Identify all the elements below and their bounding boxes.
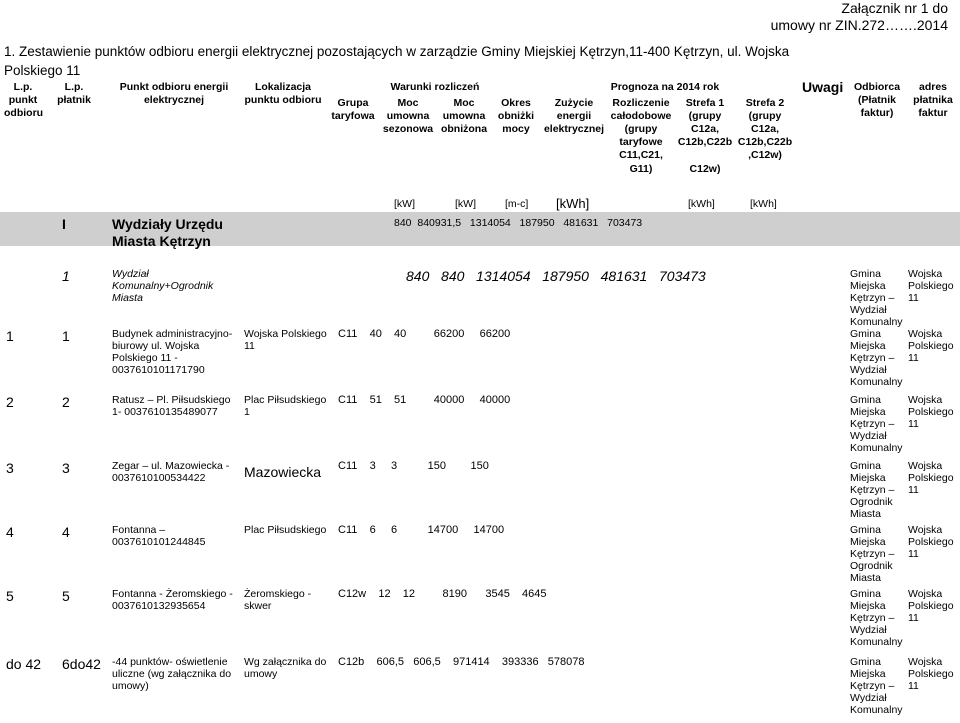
row-values: C11 40 40 66200 66200 xyxy=(338,328,511,340)
row-point: Fontanna – 0037610101244845 xyxy=(112,524,206,548)
header-allday-tail: G11) xyxy=(629,163,653,175)
row-point: Ratusz – Pl. Piłsudskiego 1- 0037610135489077 xyxy=(112,394,231,418)
row-address: Wojska Polskiego 11 xyxy=(908,656,954,692)
row-location: Wg załącznika do umowy xyxy=(244,656,327,680)
group-address: Wojska Polskiego 11 xyxy=(908,268,954,304)
title-line-2: Polskiego 11 xyxy=(4,63,81,78)
row-lp-payer: 5 xyxy=(62,588,70,604)
header-allday: Rozliczenie całodobowe (grupy taryfowe C11,C21, xyxy=(610,97,672,161)
unit-months: [m-c] xyxy=(505,198,529,210)
section-number: I xyxy=(62,216,66,232)
row-location: Wojska Polskiego 11 xyxy=(244,328,327,352)
header-power-reduced: Moc umowna obniżona xyxy=(440,97,488,135)
row-recipient: Gmina Miejska Kętrzyn – Wydział Komunalny xyxy=(850,588,903,648)
group-recipient: Gmina Miejska Kętrzyn – Wydział Komunalny xyxy=(850,268,903,328)
row-lp-point: 4 xyxy=(6,524,14,540)
header-recipient: Odbiorca (Płatnik faktur) xyxy=(853,81,901,119)
header-zone1-tail: C12w) xyxy=(689,163,721,175)
row-lp-point: 5 xyxy=(6,588,14,604)
row-values: C11 3 3 150 150 xyxy=(338,460,489,472)
row-lp-point: do 42 xyxy=(6,656,42,672)
row-lp-payer: 6do42 xyxy=(62,656,101,672)
row-values: C12w 12 12 8190 3545 4645 xyxy=(338,588,547,600)
row-recipient: Gmina Miejska Kętrzyn – Ogrodnik Miasta xyxy=(850,460,895,520)
unit-kwh-zone1: [kWh] xyxy=(688,198,715,210)
group-name: Wydział Komunalny+Ogrodnik Miasta xyxy=(112,268,214,304)
row-point: Zegar – ul. Mazowiecka - 0037610100534422 xyxy=(112,460,230,484)
unit-kw-reduced: [kW] xyxy=(455,198,476,210)
header-lp-payer: L.p. płatnik xyxy=(57,81,91,106)
unit-kwh-consumption: [kWh] xyxy=(556,196,590,211)
row-location: Mazowiecka xyxy=(244,464,322,480)
header-address: adres płatnika faktur xyxy=(913,81,953,119)
header-power-seasonal: Moc umowna sezonowa xyxy=(382,97,434,135)
row-address: Wojska Polskiego 11 xyxy=(908,328,954,364)
attachment-line-1: Załącznik nr 1 do xyxy=(841,0,948,16)
row-lp-point: 2 xyxy=(6,394,14,410)
row-point: Fontanna - Żeromskiego - 0037610132935654 xyxy=(112,588,233,612)
row-lp-point: 3 xyxy=(6,460,14,476)
row-lp-payer: 2 xyxy=(62,394,70,410)
row-location: Żeromskiego - skwer xyxy=(244,588,312,612)
row-point: Budynek administracyjno-biurowy ul. Wojska Polskiego 11 - 0037610101171790 xyxy=(112,328,233,376)
row-values: C12b 606,5 606,5 971414 393336 578078 xyxy=(338,656,585,668)
row-address: Wojska Polskiego 11 xyxy=(908,460,954,496)
title-line-1: 1. Zestawienie punktów odbioru energii elektrycznej pozostających w zarządzie Gminy Miejskiej Kętrzyn,11-400 Kętrzyn, ul. Wojska xyxy=(4,44,790,59)
attachment-line-2: umowy nr ZIN.272…….2014 xyxy=(770,17,948,33)
row-lp-payer: 1 xyxy=(62,328,70,344)
unit-kwh-zone2: [kWh] xyxy=(750,198,777,210)
header-zone2: Strefa 2 (grupy C12a, C12b,C22b ,C12w) xyxy=(737,97,793,161)
header-remarks: Uwagi xyxy=(802,79,844,95)
row-recipient: Gmina Miejska Kętrzyn – Wydział Komunalny xyxy=(850,394,903,454)
row-location: Plac Piłsudskiego 1 xyxy=(244,394,327,418)
header-lp-point: L.p. punkt odbioru xyxy=(4,81,44,119)
header-settlement: Warunki rozliczeń xyxy=(390,81,480,93)
header-point: Punkt odbioru energii elektrycznej xyxy=(119,81,229,106)
row-recipient: Gmina Miejska Kętrzyn – Ogrodnik Miasta xyxy=(850,524,895,584)
document-title xyxy=(4,42,789,80)
group-number: 1 xyxy=(62,268,70,284)
header-consumption: Zużycie energii elektrycznej xyxy=(543,97,605,135)
attachment-note xyxy=(771,0,948,34)
row-address: Wojska Polskiego 11 xyxy=(908,394,954,430)
header-zone1: Strefa 1 (grupy C12a, C12b,C22b xyxy=(677,97,733,148)
unit-kw-seasonal: [kW] xyxy=(394,198,415,210)
header-forecast: Prognoza na 2014 rok xyxy=(610,81,720,93)
row-recipient: Gmina Miejska Kętrzyn – Wydział Komunalny xyxy=(850,328,903,388)
row-location: Plac Piłsudskiego xyxy=(244,524,327,536)
row-address: Wojska Polskiego 11 xyxy=(908,524,954,560)
row-recipient: Gmina Miejska Kętrzyn – Wydział Komunalny xyxy=(850,656,903,716)
row-lp-payer: 4 xyxy=(62,524,70,540)
row-values: C11 6 6 14700 14700 xyxy=(338,524,505,536)
row-point: -44 punktów- oświetlenie uliczne (wg załącznika do umowy) xyxy=(112,656,232,692)
group-values: 840 840 1314054 187950 481631 703473 xyxy=(406,268,706,284)
row-address: Wojska Polskiego 11 xyxy=(908,588,954,624)
row-values: C11 51 51 40000 40000 xyxy=(338,394,511,406)
header-location: Lokalizacja punktu odbioru xyxy=(244,81,322,106)
row-lp-point: 1 xyxy=(6,328,14,344)
row-lp-payer: 3 xyxy=(62,460,70,476)
section-name: Wydziały Urzędu Miasta Kętrzyn xyxy=(112,216,223,249)
section-values: 840 840931,5 1314054 187950 481631 703473 xyxy=(394,217,643,229)
header-period-reduced: Okres obniżki mocy xyxy=(497,97,535,135)
header-tariff-group: Grupa taryfowa xyxy=(331,97,375,122)
